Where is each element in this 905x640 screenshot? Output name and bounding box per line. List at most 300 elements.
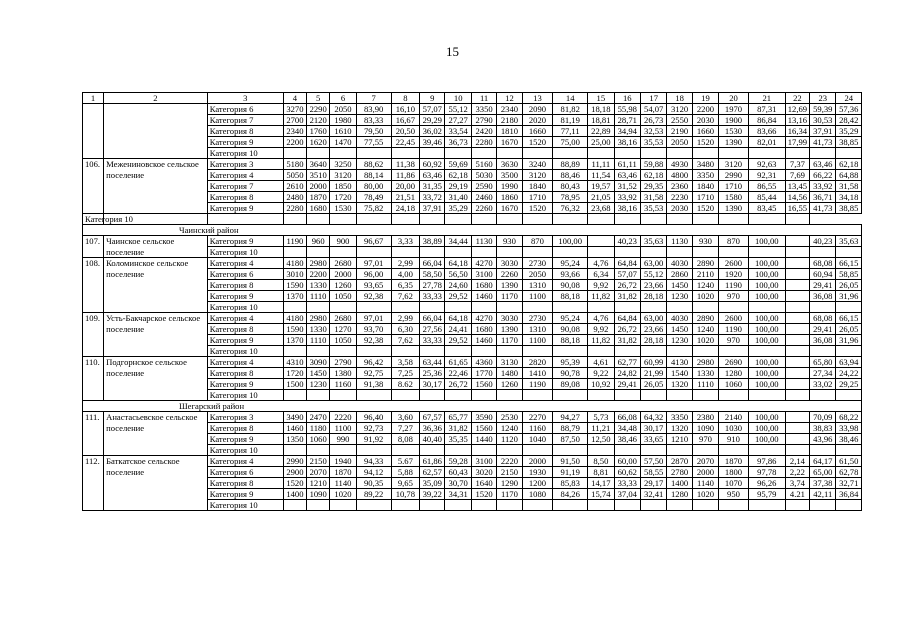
value-cell [356,500,391,511]
value-cell [836,346,862,357]
value-cell [719,390,749,401]
value-cell [497,302,522,313]
value-cell: 68,08 [810,258,836,269]
value-cell [692,214,718,225]
value-cell: 19,57 [588,181,614,192]
value-cell [497,445,522,456]
value-cell: 100,00 [748,357,785,368]
value-cell: 55,98 [614,104,640,115]
value-cell: 1870 [330,467,356,478]
row-index: 106. [83,159,104,214]
value-cell: 1710 [522,192,553,203]
value-cell: 100,00 [748,280,785,291]
category-cell: Категория 4 [207,258,283,269]
value-cell: 88,89 [553,159,588,170]
value-cell [471,148,496,159]
value-cell [391,148,420,159]
value-cell: 60,00 [614,456,640,467]
value-cell: 2150 [497,467,522,478]
column-header: 18 [667,93,692,104]
value-cell: 65,80 [810,357,836,368]
value-cell: 1030 [719,423,749,434]
value-cell [445,247,471,258]
category-cell: Категория 10 [207,346,283,357]
value-cell [667,500,692,511]
value-cell: 63,00 [640,258,666,269]
value-cell: 23,66 [640,280,666,291]
value-cell: 2980 [692,357,718,368]
value-cell [391,214,420,225]
value-cell: 70,09 [810,412,836,423]
value-cell [810,390,836,401]
value-cell: 1090 [692,423,718,434]
value-cell: 2,22 [785,467,809,478]
value-cell: 4800 [667,170,692,181]
category-cell: Категория 9 [207,379,283,390]
value-cell: 62,77 [614,357,640,368]
category-cell: Категория 9 [207,137,283,148]
value-cell: 68,22 [836,412,862,423]
value-cell [588,390,614,401]
value-cell: 2860 [667,269,692,280]
value-cell: 31,82 [614,291,640,302]
value-cell: 64,84 [614,258,640,269]
value-cell: 3120 [719,159,749,170]
value-cell [836,302,862,313]
value-cell: 32,71 [836,478,862,489]
value-cell [785,269,809,280]
value-cell [330,214,356,225]
value-cell: 93,65 [356,280,391,291]
column-header: 15 [588,93,614,104]
value-cell [667,214,692,225]
value-cell: 90,08 [553,324,588,335]
category-cell: Категория 9 [207,335,283,346]
value-cell: 930 [497,236,522,247]
value-cell [748,346,785,357]
column-header: 20 [719,93,749,104]
value-cell: 92,38 [356,335,391,346]
value-cell: 83,45 [748,203,785,214]
table-row [83,214,862,225]
value-cell: 2,99 [391,313,420,324]
value-cell [553,500,588,511]
value-cell [640,500,666,511]
value-cell: 1320 [667,423,692,434]
value-cell: 29,41 [810,280,836,291]
category-cell: Категория 7 [207,115,283,126]
value-cell: 1520 [692,137,718,148]
value-cell [748,445,785,456]
value-cell: 5050 [283,170,306,181]
value-cell: 65,77 [445,412,471,423]
value-cell: 870 [719,236,749,247]
value-cell [640,346,666,357]
value-cell: 950 [719,489,749,500]
value-cell: 80,00 [356,181,391,192]
value-cell: 88,46 [553,170,588,181]
value-cell: 2480 [283,192,306,203]
value-cell: 28,18 [640,291,666,302]
value-cell [785,236,809,247]
value-cell: 1350 [283,434,306,445]
value-cell: 2290 [307,104,330,115]
value-cell [692,390,718,401]
value-cell: 36,08 [810,291,836,302]
value-cell: 100,00 [748,423,785,434]
value-cell: 1590 [283,280,306,291]
value-cell: 4030 [667,313,692,324]
value-cell: 38,85 [836,137,862,148]
value-cell: 41,73 [810,137,836,148]
value-cell: 2070 [307,467,330,478]
value-cell: 97,01 [356,313,391,324]
value-cell: 1710 [719,181,749,192]
value-cell: 1670 [497,137,522,148]
value-cell: 2590 [471,181,496,192]
value-cell [553,148,588,159]
value-cell: 2340 [283,126,306,137]
value-cell [553,346,588,357]
value-cell [836,500,862,511]
value-cell [307,247,330,258]
value-cell: 93,70 [356,324,391,335]
value-cell: 4030 [667,258,692,269]
value-cell [785,335,809,346]
value-cell: 66,22 [810,170,836,181]
column-header: 1 [83,93,104,104]
value-cell: 86,84 [748,115,785,126]
value-cell: 64,32 [640,412,666,423]
value-cell: 1310 [522,280,553,291]
category-cell: Категория 10 [207,148,283,159]
category-cell: Категория 8 [207,423,283,434]
value-cell [445,445,471,456]
value-cell: 28,71 [614,115,640,126]
value-cell: 3120 [667,104,692,115]
value-cell: 2730 [522,258,553,269]
value-cell: 59,28 [445,456,471,467]
value-cell [283,148,306,159]
value-cell [810,346,836,357]
value-cell: 1930 [522,467,553,478]
value-cell: 26,05 [836,280,862,291]
value-cell: 35,53 [640,137,666,148]
value-cell: 94,33 [356,456,391,467]
value-cell: 92,73 [356,423,391,434]
value-cell: 4180 [283,313,306,324]
value-cell: 3250 [330,159,356,170]
value-cell: 1190 [719,280,749,291]
value-cell [785,379,809,390]
value-cell: 11,54 [588,170,614,181]
value-cell: 1530 [719,126,749,137]
value-cell: 8,50 [588,456,614,467]
value-cell [283,500,306,511]
value-cell: 18,18 [588,104,614,115]
value-cell: 96,26 [748,478,785,489]
value-cell: 3350 [692,170,718,181]
value-cell: 2700 [283,115,306,126]
value-cell: 4,76 [588,313,614,324]
value-cell: 1280 [667,489,692,500]
value-cell: 88,14 [356,170,391,181]
value-cell [785,434,809,445]
value-cell [522,302,553,313]
value-cell: 83,33 [356,115,391,126]
value-cell [471,346,496,357]
value-cell [207,214,283,225]
value-cell: 1460 [471,291,496,302]
settlement-name: Усть-Бакчарское сельское поселение [104,313,208,357]
value-cell: 2260 [471,203,496,214]
value-cell: 1610 [330,126,356,137]
value-cell [356,390,391,401]
value-cell: 40,40 [420,434,445,445]
value-cell: 3090 [307,357,330,368]
value-cell: 1590 [283,324,306,335]
value-cell: 1230 [307,379,330,390]
settlement-name: Коломинское сельское поселение [104,258,208,313]
value-cell [497,390,522,401]
table-row [83,159,862,170]
value-cell: 2000 [307,181,330,192]
column-header: 5 [307,93,330,104]
value-cell: 95,24 [553,313,588,324]
value-cell: 1560 [471,423,496,434]
value-cell: 94,12 [356,467,391,478]
category-cell: Категория 9 [207,203,283,214]
value-cell: 2200 [307,269,330,280]
value-cell: 1370 [283,335,306,346]
value-cell: 3490 [283,412,306,423]
settlement-name: Межениновское сельское поселение [104,159,208,214]
value-cell: 90,35 [356,478,391,489]
value-cell [810,302,836,313]
value-cell: 1920 [719,269,749,280]
value-cell: 38,16 [614,137,640,148]
value-cell: 86,55 [748,181,785,192]
value-cell: 11,21 [588,423,614,434]
value-cell [420,500,445,511]
value-cell: 3010 [283,269,306,280]
value-cell: 990 [330,434,356,445]
value-cell: 33,02 [810,379,836,390]
value-cell: 33,33 [420,335,445,346]
value-cell: 4310 [283,357,306,368]
value-cell [330,247,356,258]
value-cell: 2110 [692,269,718,280]
value-cell: 33,33 [614,478,640,489]
value-cell: 1670 [497,203,522,214]
value-cell [330,445,356,456]
value-cell: 31,52 [614,181,640,192]
value-cell [471,247,496,258]
value-cell: 3130 [497,357,522,368]
category-cell: Категория 8 [207,126,283,137]
value-cell: 5030 [471,170,496,181]
value-cell: 970 [719,291,749,302]
column-header: 16 [614,93,640,104]
value-cell: 1450 [667,280,692,291]
value-cell [420,214,445,225]
value-cell: 100,00 [748,236,785,247]
value-cell [420,247,445,258]
value-cell: 79,50 [356,126,391,137]
value-cell: 1110 [307,335,330,346]
value-cell: 960 [307,236,330,247]
value-cell: 24,22 [836,368,862,379]
category-cell: Категория 6 [207,467,283,478]
value-cell: 2340 [497,104,522,115]
value-cell: 57,36 [836,104,862,115]
value-cell: 38,89 [420,236,445,247]
value-cell: 2600 [719,258,749,269]
value-cell [719,247,749,258]
value-cell [445,390,471,401]
value-cell: 66,04 [420,258,445,269]
value-cell: 4180 [283,258,306,269]
value-cell: 5.67 [391,456,420,467]
value-cell [614,445,640,456]
value-cell: 1460 [283,423,306,434]
value-cell [810,445,836,456]
value-cell: 1710 [692,192,718,203]
value-cell [553,247,588,258]
column-header: 22 [785,93,809,104]
value-cell: 31,58 [640,192,666,203]
column-header: 8 [391,93,420,104]
value-cell: 1090 [307,489,330,500]
value-cell: 96,00 [356,269,391,280]
value-cell: 2000 [330,269,356,280]
value-cell: 28,42 [836,115,862,126]
value-cell: 1170 [497,291,522,302]
value-cell: 2000 [692,467,718,478]
value-cell [692,346,718,357]
category-cell: Категория 6 [207,269,283,280]
value-cell: 96,40 [356,412,391,423]
value-cell [283,214,306,225]
row-index: 112. [83,456,104,511]
value-cell: 11,11 [588,159,614,170]
value-cell: 1450 [667,324,692,335]
value-cell: 29,41 [810,324,836,335]
value-cell: 65,00 [810,467,836,478]
value-cell: 2260 [497,269,522,280]
value-cell [283,390,306,401]
district-row [83,401,862,412]
value-cell: 8,08 [391,434,420,445]
value-cell: 31,40 [445,192,471,203]
value-cell: 29,52 [445,335,471,346]
value-cell: 95,79 [748,489,785,500]
table-row [83,357,862,368]
value-cell: 1680 [471,324,496,335]
value-cell: 2600 [719,313,749,324]
value-cell: 35,53 [640,203,666,214]
value-cell: 1800 [719,467,749,478]
value-cell: 30,53 [810,115,836,126]
value-cell: 1760 [307,126,330,137]
column-header: 12 [497,93,522,104]
value-cell: 11,82 [588,335,614,346]
value-cell: 1160 [522,423,553,434]
value-cell: 1020 [330,489,356,500]
value-cell [748,302,785,313]
value-cell: 66,15 [836,313,862,324]
value-cell: 910 [719,434,749,445]
value-cell: 1190 [522,379,553,390]
value-cell: 1180 [307,423,330,434]
value-cell: 2610 [283,181,306,192]
value-cell: 59,88 [640,159,666,170]
value-cell: 4130 [667,357,692,368]
value-cell: 35,09 [420,478,445,489]
value-cell [692,247,718,258]
value-cell: 35,29 [836,126,862,137]
value-cell: 88,18 [553,335,588,346]
category-cell: Категория 10 [207,500,283,511]
column-header: 10 [445,93,471,104]
district-row [83,225,862,236]
value-cell: 1330 [692,368,718,379]
value-cell: 88,18 [553,291,588,302]
value-cell: 2090 [522,104,553,115]
value-cell [522,148,553,159]
value-cell: 24,41 [445,324,471,335]
value-cell: 36,02 [420,126,445,137]
value-cell: 2200 [692,104,718,115]
value-cell: 20,50 [391,126,420,137]
value-cell: 87,31 [748,104,785,115]
value-cell: 64,84 [614,313,640,324]
value-cell: 90,78 [553,368,588,379]
value-cell: 97,78 [748,467,785,478]
column-header: 19 [692,93,718,104]
value-cell [785,357,809,368]
value-cell [420,302,445,313]
value-cell [785,500,809,511]
value-cell: 2730 [522,313,553,324]
value-cell: 34,48 [614,423,640,434]
value-cell: 88,79 [553,423,588,434]
value-cell: 2780 [667,467,692,478]
value-cell: 91,92 [356,434,391,445]
value-cell: 61,50 [836,456,862,467]
value-cell: 61,11 [614,159,640,170]
value-cell: 38,83 [810,423,836,434]
value-cell [391,500,420,511]
value-cell: 1190 [719,324,749,335]
value-cell: 27,34 [810,368,836,379]
value-cell: 970 [719,335,749,346]
value-cell [391,346,420,357]
value-cell: 93,66 [553,269,588,280]
column-header: 17 [640,93,666,104]
value-cell: 2190 [667,126,692,137]
value-cell: 1230 [667,335,692,346]
value-cell [692,302,718,313]
value-cell: 1110 [307,291,330,302]
column-header: 7 [356,93,391,104]
value-cell: 97,86 [748,456,785,467]
value-cell [785,214,809,225]
value-cell: 40,23 [810,236,836,247]
value-cell: 59,39 [810,104,836,115]
value-cell: 1140 [330,478,356,489]
value-cell: 1270 [330,324,356,335]
